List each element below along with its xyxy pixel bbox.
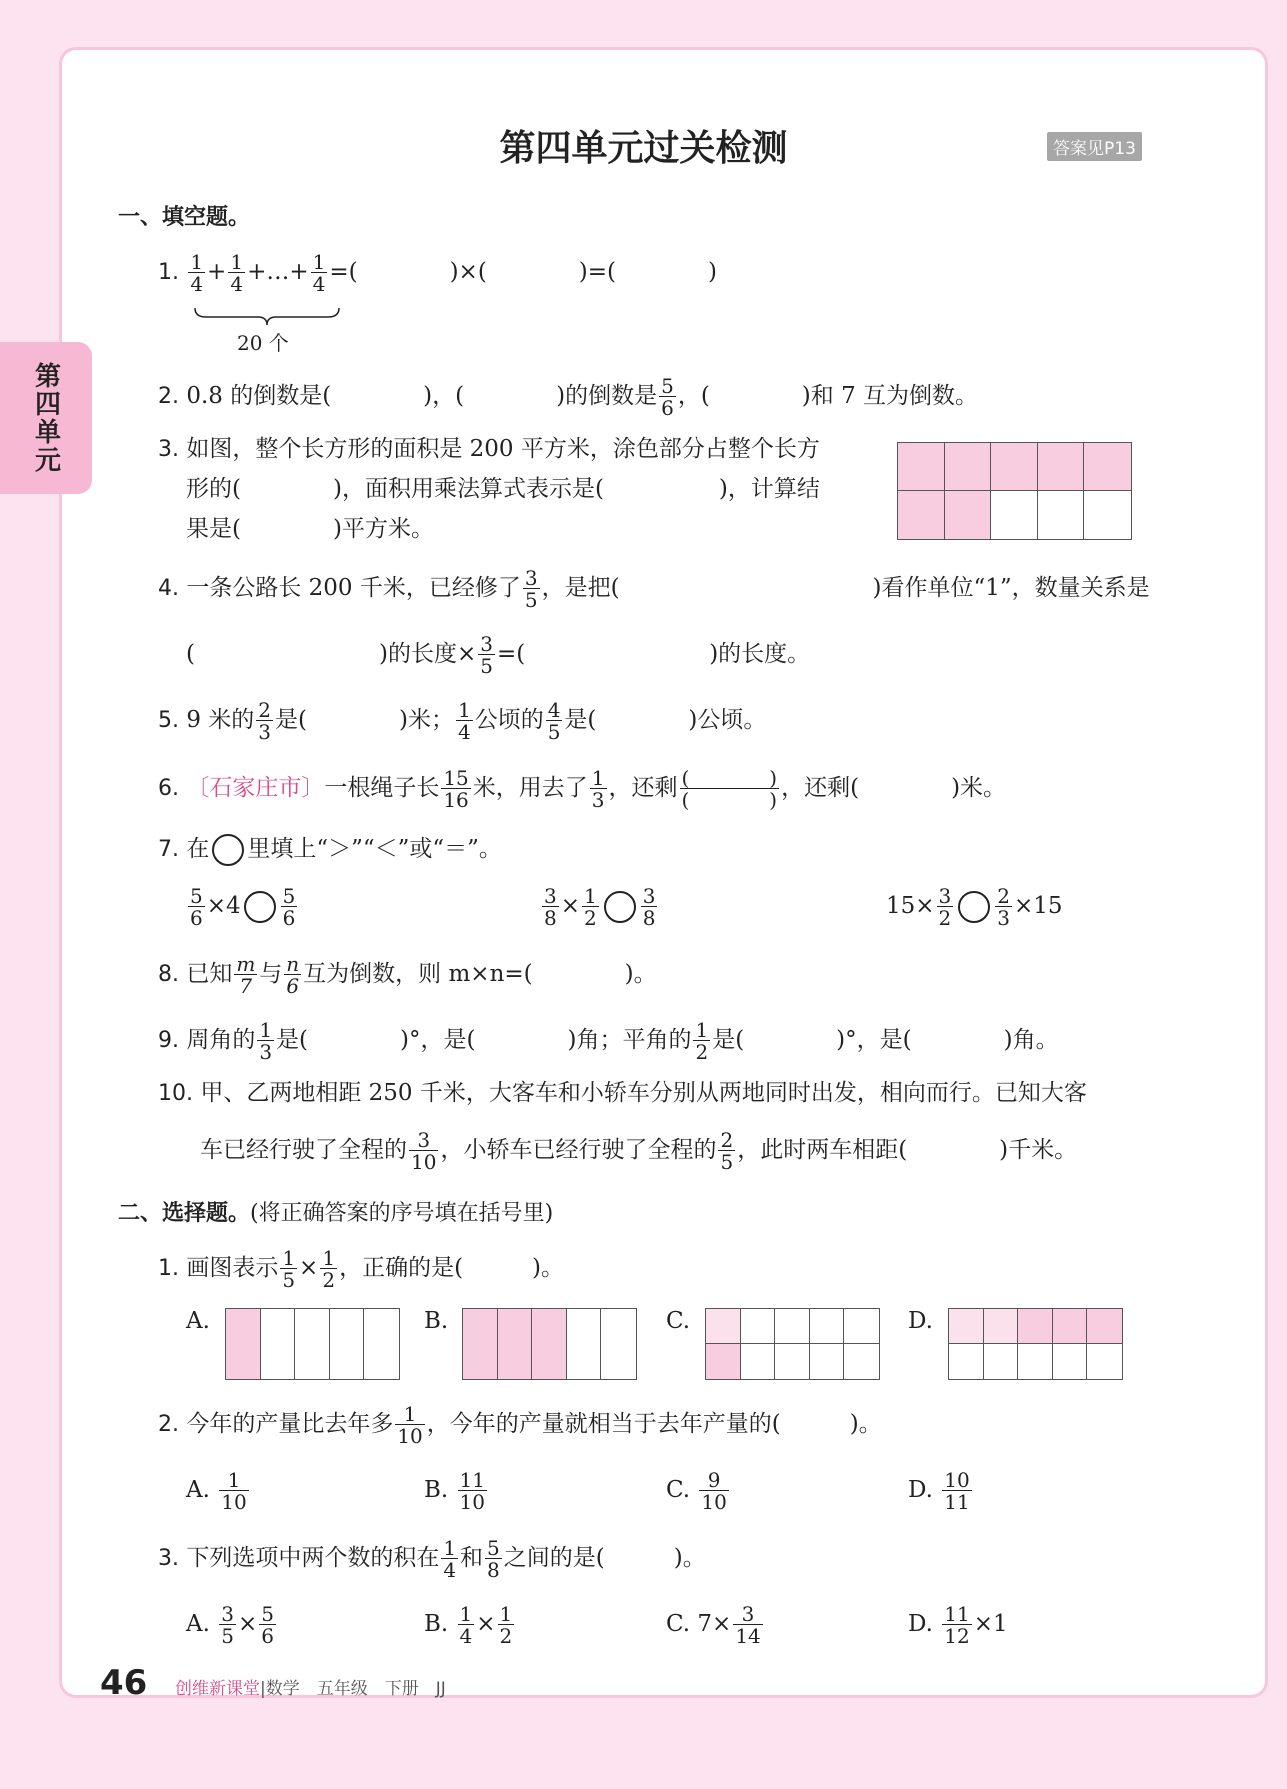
answer-reference-badge: 答案见P13 (1047, 132, 1142, 161)
fraction: $\frac{1}{4}$ (443, 1536, 457, 1582)
footer-info: 创维新课堂|数学 五年级 下册 JJ (175, 1679, 446, 1699)
fraction: $\frac{1}{2}$ (695, 1018, 709, 1064)
compare-expression-1: $\frac{5}{6}$ ×4 $\frac{5}{6}$ (190, 884, 296, 930)
fraction: $\frac{9}{10}$ (701, 1468, 727, 1514)
fraction: $\frac{11}{12}$ (944, 1602, 970, 1648)
option-d-diagram[interactable] (948, 1308, 1123, 1380)
fraction: $\frac{1}{2}$ (322, 1246, 336, 1292)
fraction: $\frac{3}{10}$ (411, 1128, 437, 1174)
question-4-line-2: ( )的长度× $\frac{3}{5}$ =( )的长度。 (186, 632, 811, 678)
fraction: $\frac{15}{16}$ (443, 766, 469, 812)
option-c-label[interactable]: C. (666, 1308, 691, 1334)
underbrace (192, 305, 342, 327)
question-2: 2. 0.8 的倒数是( )，( )的倒数是 $\frac{5}{6}$ ，( )和 7 互为倒数。 (158, 374, 979, 420)
fraction-blank: $\frac{( )}{( )}$ (681, 766, 778, 812)
question-6: 6. 〔石家庄市〕一根绳子长 $\frac{15}{16}$ 米，用去了 $\frac{1}{3}$ ，还剩 $\frac{( )}{( )}$ ，还剩( )米。 (158, 766, 1007, 812)
fraction: $\frac{3}{2}$ (938, 884, 952, 930)
choice-2-option-c[interactable]: C. $\frac{9}{10}$ (666, 1468, 727, 1514)
fraction: $\frac{1}{10}$ (397, 1402, 423, 1448)
fraction: $\frac{1}{3}$ (259, 1018, 273, 1064)
choice-3-option-c[interactable]: C. 7× $\frac{3}{14}$ (666, 1602, 761, 1648)
question-3-line-2: 形的( )，面积用乘法算式表示是( )，计算结 (186, 476, 820, 502)
fraction: $\frac{5}{6}$ (661, 374, 674, 420)
brand-name: 创维新课堂 (175, 1679, 260, 1699)
compare-expression-2: $\frac{3}{8}$ × $\frac{1}{2}$ $\frac{3}{8}$ (544, 884, 656, 930)
fraction: $\frac{2}{3}$ (258, 698, 271, 744)
question-10: 10. 甲、乙两地相距 250 千米，大客车和小轿车分别从两地同时出发，相向而行。已知大客 (158, 1080, 1087, 1106)
question-8: 8. 已知 $\frac{m}{7}$ 与 $\frac{n}{6}$ 互为倒数，则 m×n=( )。 (158, 952, 657, 998)
fraction: $\frac{n}{6}$ (286, 952, 300, 998)
fraction: $\frac{4}{5}$ (547, 698, 561, 744)
section-fill-in-heading: 一、填空题。 (118, 205, 251, 230)
fraction: $\frac{3}{5}$ (524, 566, 538, 612)
question-1: 1. $\frac{1}{4}$ + $\frac{1}{4}$ +…+ $\frac{1}{4}$ =( )×( )=( ) (158, 250, 717, 296)
fraction: $\frac{1}{4}$ (230, 250, 244, 296)
choice-3-option-b[interactable]: B. $\frac{1}{4}$ × $\frac{1}{2}$ (424, 1602, 513, 1648)
option-a-diagram[interactable] (225, 1308, 400, 1380)
fraction: $\frac{1}{4}$ (457, 698, 471, 744)
question-3-line-3: 果是( )平方米。 (186, 516, 434, 542)
rectangle-diagram (897, 442, 1132, 540)
fraction: $\frac{2}{5}$ (720, 1128, 734, 1174)
choice-3-option-d[interactable]: D. $\frac{11}{12}$ ×1 (908, 1602, 1008, 1648)
fraction: $\frac{1}{4}$ (190, 250, 204, 296)
fraction: $\frac{1}{3}$ (591, 766, 605, 812)
question-3: 3. 如图，整个长方形的面积是 200 平方米，涂色部分占整个长方 (158, 436, 820, 462)
compare-circle-icon (244, 891, 276, 923)
fraction: $\frac{1}{10}$ (221, 1468, 247, 1514)
option-a-label[interactable]: A. (186, 1308, 210, 1334)
question-9: 9. 周角的 $\frac{1}{3}$ 是( )°，是( )角；平角的 $\frac{1}{2}$ 是( )°，是( )角。 (158, 1018, 1059, 1064)
question-5: 5. 9 米的 $\frac{2}{3}$ 是( )米； $\frac{1}{4}$ 公顷的 $\frac{4}{5}$ 是( )公顷。 (158, 698, 767, 744)
option-d-label[interactable]: D. (908, 1308, 933, 1334)
region-tag: 〔石家庄市〕 (186, 775, 325, 801)
compare-circle-icon (958, 891, 990, 923)
fraction: $\frac{11}{10}$ (459, 1468, 485, 1514)
fraction: $\frac{1}{4}$ (459, 1602, 473, 1648)
option-b-diagram[interactable] (462, 1308, 637, 1380)
choice-question-3: 3. 下列选项中两个数的积在 $\frac{1}{4}$ 和 $\frac{5}{8}$ 之间的是( )。 (158, 1536, 706, 1582)
choice-2-option-a[interactable]: A. $\frac{1}{10}$ (186, 1468, 247, 1514)
option-c-diagram[interactable] (705, 1308, 880, 1380)
choice-2-option-d[interactable]: D. $\frac{10}{11}$ (908, 1468, 970, 1514)
choice-question-2: 2. 今年的产量比去年多 $\frac{1}{10}$ ，今年的产量就相当于去年产量的( )。 (158, 1402, 882, 1448)
question-10-line-2: 车已经行驶了全程的 $\frac{3}{10}$ ，小轿车已经行驶了全程的 $\frac{2}{5}$ ，此时两车相距( )千米。 (200, 1128, 1078, 1174)
fraction: $\frac{1}{5}$ (282, 1246, 296, 1292)
fraction: $\frac{3}{5}$ (480, 632, 493, 678)
fraction: $\frac{5}{8}$ (487, 1536, 500, 1582)
page-sheet (62, 50, 1265, 1695)
choice-2-option-b[interactable]: B. $\frac{11}{10}$ (424, 1468, 485, 1514)
page-title: 第四单元过关检测 (499, 128, 788, 169)
section-choice-heading: 二、选择题。(将正确答案的序号填在括号里) (118, 1201, 554, 1226)
fraction: $\frac{5}{6}$ (261, 1602, 274, 1648)
unit-side-tab: 第四单元 (0, 342, 92, 494)
fraction: $\frac{1}{2}$ (499, 1602, 513, 1648)
option-b-label[interactable]: B. (424, 1308, 449, 1334)
fraction: $\frac{3}{5}$ (221, 1602, 234, 1648)
question-7: 7. 在 里填上“＞”“＜”或“＝”。 (158, 832, 502, 867)
choice-3-option-a[interactable]: A. $\frac{3}{5}$ × $\frac{5}{6}$ (186, 1602, 274, 1648)
fraction: $\frac{3}{14}$ (735, 1602, 761, 1648)
fraction: $\frac{1}{2}$ (584, 884, 597, 930)
fraction: $\frac{2}{3}$ (997, 884, 1011, 930)
page-number: 46 (100, 1663, 148, 1703)
compare-circle-icon (212, 834, 244, 866)
fraction: $\frac{3}{8}$ (642, 884, 656, 930)
compare-circle-icon (604, 891, 636, 923)
fraction: $\frac{1}{4}$ (312, 250, 326, 296)
question-4: 4. 一条公路长 200 千米，已经修了 $\frac{3}{5}$ ，是把( )看作单位“1”，数量关系是 (158, 566, 1150, 612)
fraction: $\frac{m}{7}$ (236, 952, 256, 998)
fraction: $\frac{5}{6}$ (282, 884, 296, 930)
fraction: $\frac{10}{11}$ (944, 1468, 970, 1514)
choice-question-1: 1. 画图表示 $\frac{1}{5}$ × $\frac{1}{2}$ ，正确的是( )。 (158, 1246, 565, 1292)
brace-count-label: 20 个 (237, 331, 289, 355)
fraction: $\frac{3}{8}$ (544, 884, 557, 930)
fraction: $\frac{5}{6}$ (190, 884, 203, 930)
compare-expression-3: 15× $\frac{3}{2}$ $\frac{2}{3}$ ×15 (886, 884, 1063, 930)
